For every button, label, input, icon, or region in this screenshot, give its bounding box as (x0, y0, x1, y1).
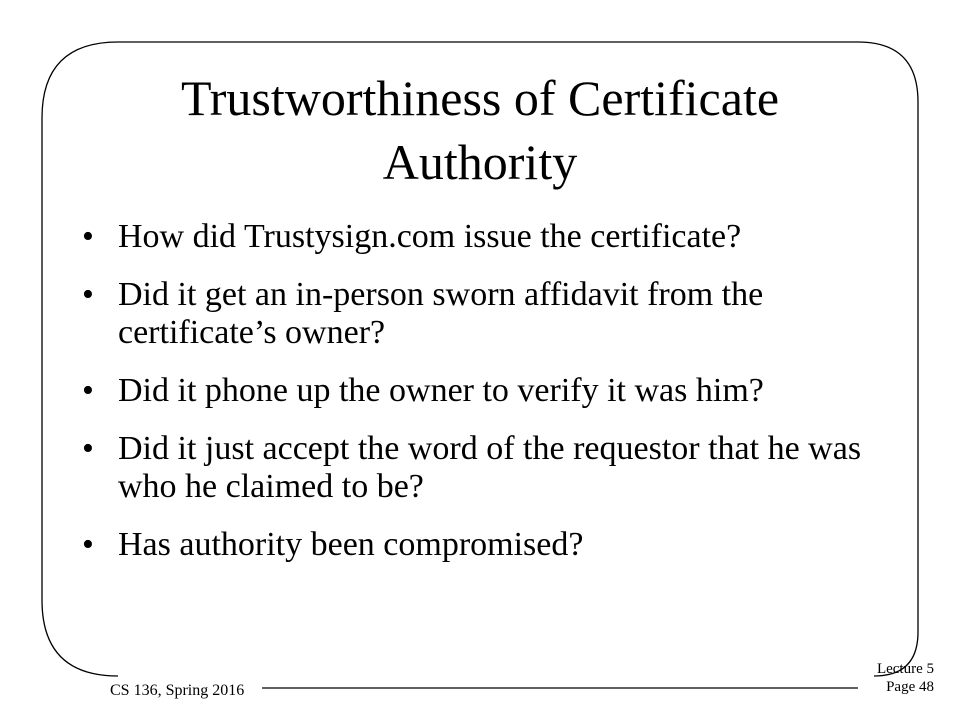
bullet-dot-icon: • (82, 526, 94, 563)
bullet-dot-icon: • (82, 430, 94, 467)
footer-page-number: Page 48 (886, 679, 934, 695)
bullet-item (82, 430, 882, 506)
footer-course: CS 136, Spring 2016 (110, 682, 245, 699)
title-line-1: Trustworthiness of Certificate (180, 70, 780, 126)
bullet-dot-icon: • (82, 372, 94, 409)
bullet-text: How did Trustysign.com issue the certificate? (118, 218, 742, 255)
bullet-text: Did it just accept the word of the requestor that he was who he claimed to be? (118, 430, 862, 505)
bullet-dot-icon: • (82, 218, 94, 255)
bullet-dot-icon: • (82, 276, 94, 313)
bullet-text: Has authority been compromised? (118, 526, 584, 563)
slide-title (90, 66, 870, 194)
bullet-list (82, 218, 882, 584)
footer-page-info (877, 660, 934, 696)
bullet-item (82, 372, 882, 410)
bullet-item (82, 526, 882, 564)
bullet-text: Did it get an in-person sworn affidavit from the certificate’s owner? (118, 276, 764, 351)
bullet-item (82, 276, 882, 352)
title-line-2: Authority (382, 134, 578, 190)
bullet-item (82, 218, 882, 256)
footer-lecture: Lecture 5 (876, 661, 934, 677)
bullet-text: Did it phone up the owner to verify it was him? (118, 372, 764, 409)
